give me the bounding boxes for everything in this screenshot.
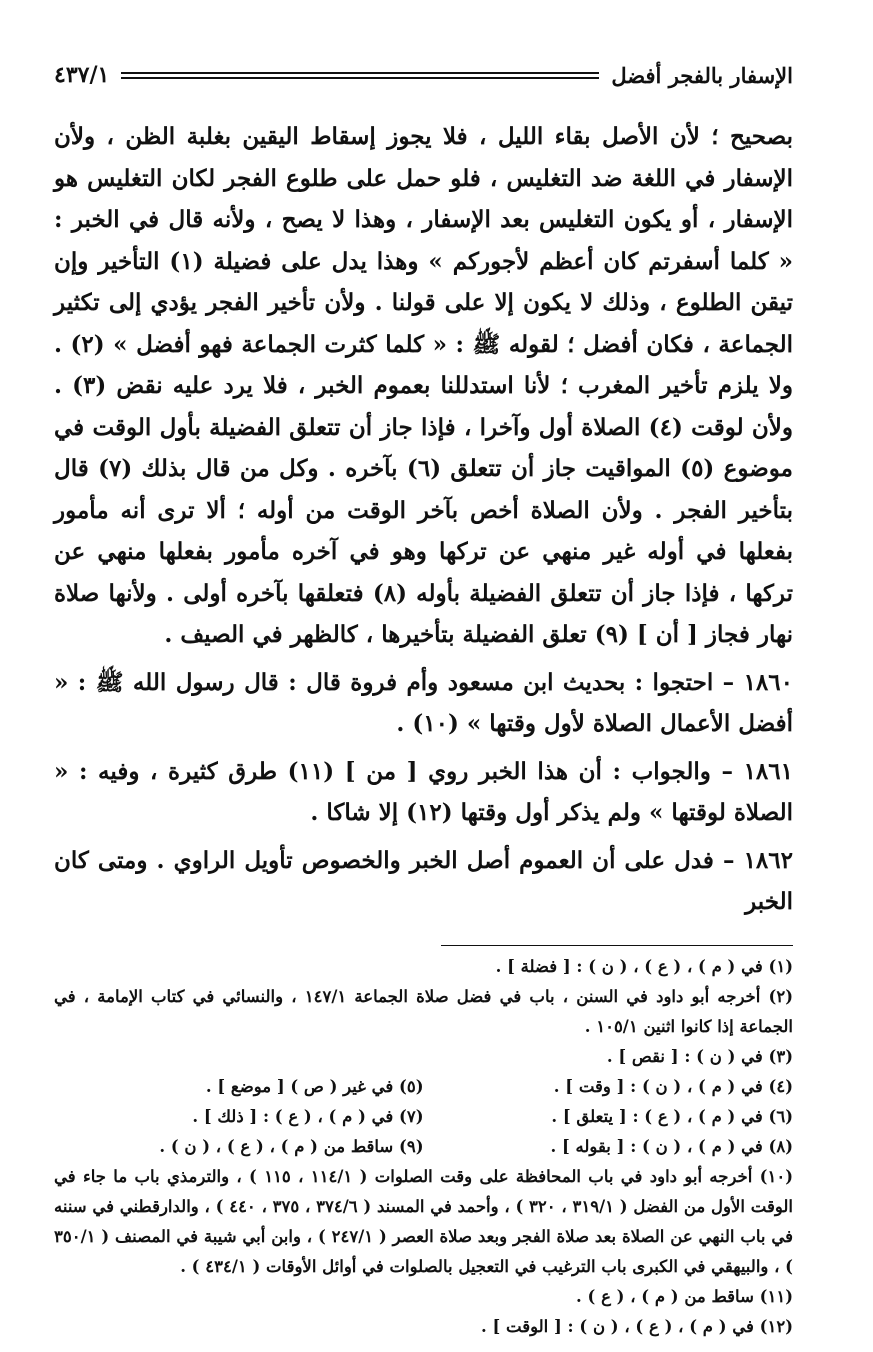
footnote-7: (٧) في ( م ) ، ( ع ) : [ ذلك ] . — [192, 1106, 424, 1126]
footnote-row — [54, 1042, 793, 1072]
running-header — [54, 58, 793, 92]
chapter-title: الإسفار بالفجر أفضل — [611, 62, 793, 88]
footnote-row — [54, 1282, 793, 1312]
footnote-11: (١١) ساقط من ( م ) ، ( ع ) . — [576, 1286, 793, 1306]
paragraph-1861: ١٨٦١ – والجواب : أن هذا الخبر روي [ من ] (١١) طرق كثيرة ، وفيه : « الصلاة لوقتها » ولم يذكر أول وقتها (١٢) إلا شاكا . — [54, 757, 793, 826]
main-text — [54, 116, 793, 923]
footnote-5: (٥) في غير ( ص ) [ موضع ] . — [205, 1076, 424, 1096]
footnote-9: (٩) ساقط من ( م ) ، ( ع ) ، ( ن ) . — [159, 1136, 424, 1156]
footnote-12: (١٢) في ( م ) ، ( ع ) ، ( ن ) : [ الوقت ] . — [481, 1316, 793, 1336]
header-rule — [121, 72, 599, 79]
footnote-4: (٤) في ( م ) ، ( ن ) : [ وقت ] . — [553, 1076, 793, 1096]
footnote-3: (٣) في ( ن ) : [ نقص ] . — [606, 1046, 793, 1066]
footnote-row — [54, 1102, 793, 1132]
page-number: ٤٣٧/١ — [54, 62, 110, 88]
footnotes — [54, 952, 793, 1342]
paragraph-1860: ١٨٦٠ – احتجوا : بحديث ابن مسعود وأم فروة قال : قال رسول الله ﷺ : « أفضل الأعمال الصلاة لأول وقتها » (١٠) . — [54, 668, 793, 737]
footnote-6: (٦) في ( م ) ، ( ع ) : [ يتعلق ] . — [551, 1106, 793, 1126]
footnote-8: (٨) في ( م ) ، ( ن ) : [ بقوله ] . — [550, 1136, 793, 1156]
footnote-2: (٢) أخرجه أبو داود في السنن ، باب في فضل صلاة الجماعة ١٤٧/١ ، والنسائي في كتاب الإمامة ، في الجماعة إذا كانوا اثنين ١٠٥/١ . — [54, 986, 794, 1036]
paragraph: بصحيح ؛ لأن الأصل بقاء الليل ، فلا يجوز إسقاط اليقين بغلبة الظن ، ولأن الإسفار في اللغة ضد التغليس ، فلو حمل على طلوع الفجر لكان التغليس هو الإسفار ، أو يكون التغليس بعد الإسفار ، وهذا لا يصح ، ولأنه قال في الخبر : « كلما أسفرتم كان أعظم لأجوركم » وهذا يدل على فضيلة (١) التأخير وإن تيقن الطلوع ، وذلك لا يكون إلا على قولنا . ولأن تأخير الفجر يؤدي إلى تكثير الجماعة ، فكان أفضل ؛ لقوله ﷺ : « كلما كثرت الجماعة فهو أفضل » (٢) . ولا يلزم تأخير المغرب ؛ لأنا استدللنا بعموم الخبر ، فلا يرد عليه نقض (٣) . ولأن لوقت (٤) الصلاة أول وآخرا ، فإذا جاز أن تتعلق الفضيلة بأول الوقت في موضوع (٥) المواقيت جاز أن تتعلق (٦) بآخره . وكل من قال بذلك (٧) قال بتأخير الفجر . ولأن الصلاة أخص بآخر الوقت من أوله ؛ ألا ترى أنه مأمور بفعلها في أوله غير منهي عن تركها وهو في آخره مأمور بفعلها منهي عن تركها ، فإذا جاز أن تتعلق الفضيلة بأوله (٨) فتعلقها بآخره أولى . ولأنها صلاة نهار فجاز [ أن ] (٩) تعلق الفضيلة بتأخيرها ، كالظهر في الصيف . — [54, 123, 794, 648]
paragraph-1862: ١٨٦٢ – فدل على أن العموم أصل الخبر والخصوص تأويل الراوي . ومتى كان الخبر — [54, 846, 793, 915]
footnote-1: (١) في ( م ) ، ( ع ) ، ( ن ) : [ فضلة ] . — [495, 956, 793, 976]
footnote-row — [54, 1132, 793, 1162]
footnote-row — [54, 1072, 793, 1102]
footnote-separator — [441, 945, 793, 946]
footnote-10: (١٠) أخرجه أبو داود في باب المحافظة على وقت الصلوات ( ١١٤/١ ، ١١٥ ) ، والترمذي باب ما جاء في الوقت الأول من الفضل ( ٣١٩/١ ، ٣٢٠ ) ، وأحمد في المسند ( ٣٧٤/٦ ، ٣٧٥ ، ٤٤٠ ) ، والدارقطني في سننه في باب النهي عن الصلاة بعد صلاة الفجر وبعد صلاة العصر ( ٢٤٧/١ ) ، وابن أبي شيبة في المصنف ( ٣٥٠/١ ) ، والبيهقي في الكبرى باب الترغيب في التعجيل بالصلوات في أوائل الأوقات ( ٤٣٤/١ ) . — [54, 1166, 794, 1276]
